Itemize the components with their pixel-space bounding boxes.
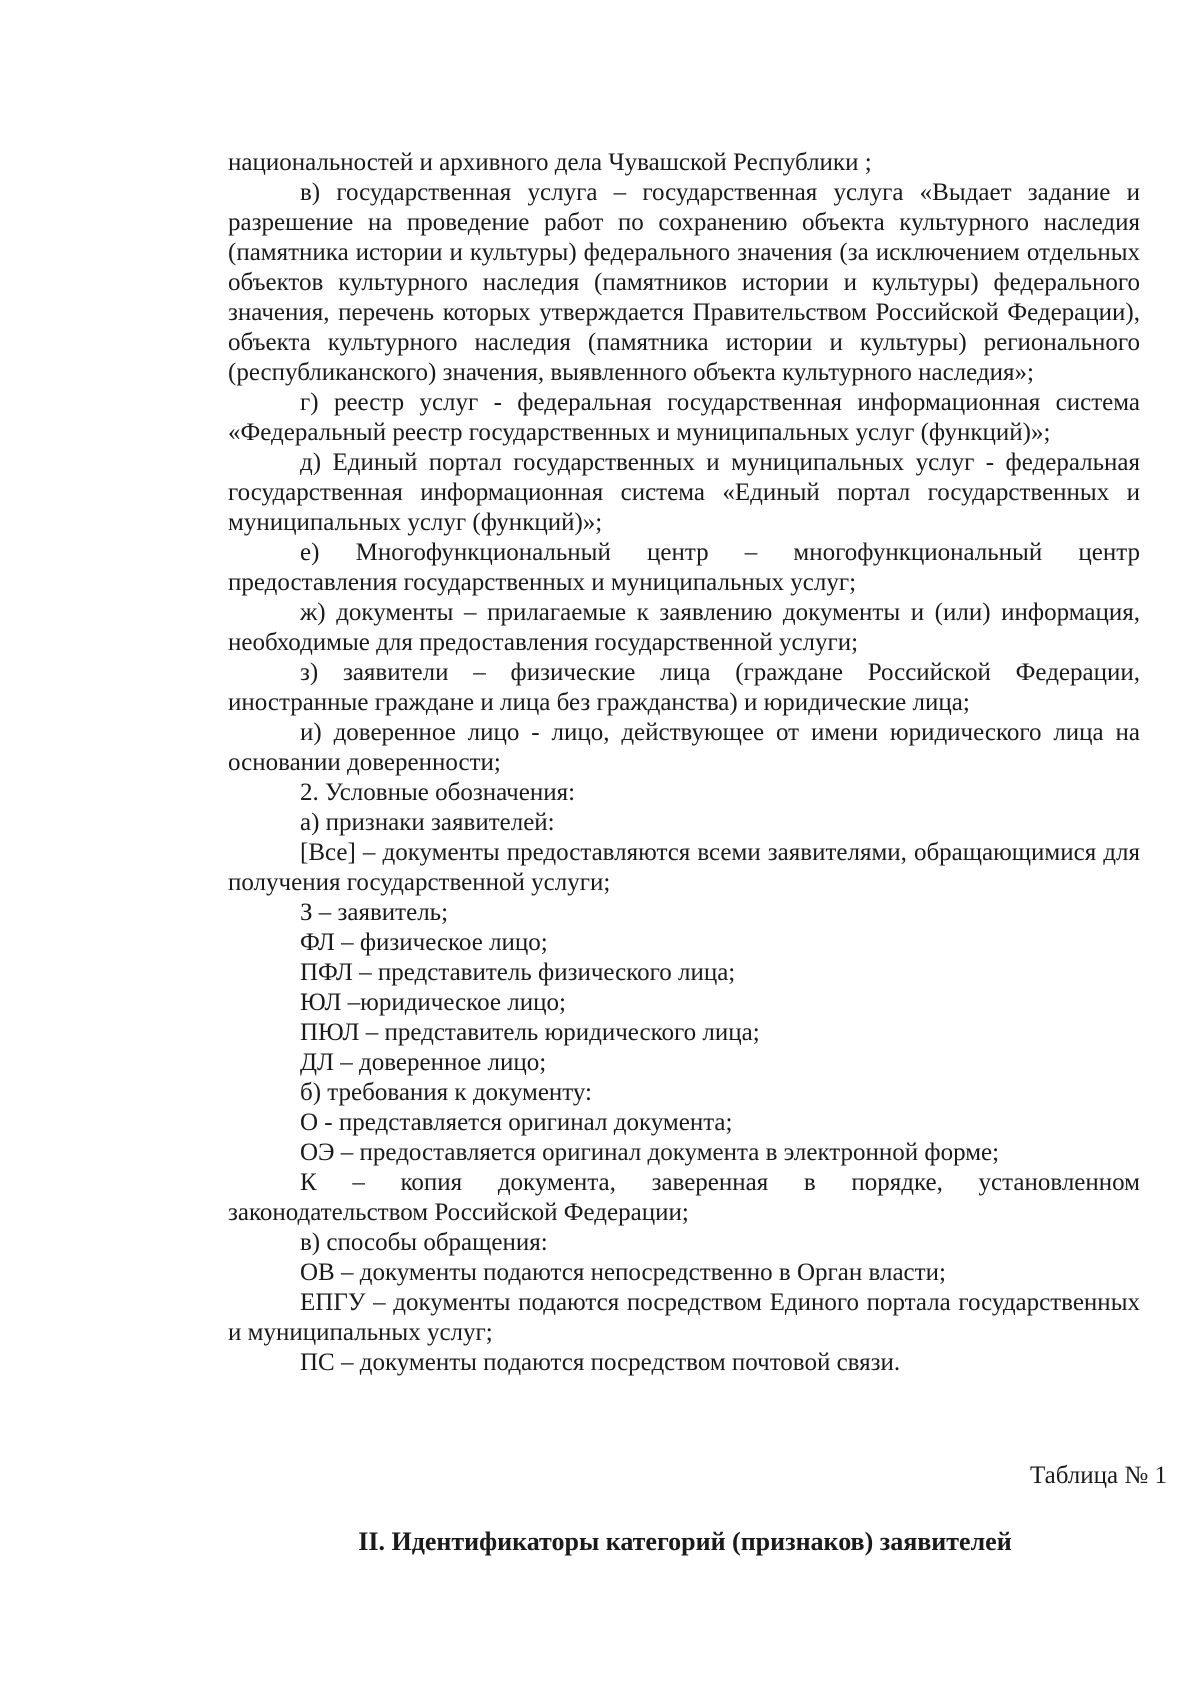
section-title: II. Идентификаторы категорий (признаков) заявителей: [358, 1527, 1012, 1556]
paragraph-5: ж) документы – прилагаемые к заявлению документы и (или) информация, необходимые для предоставления государственной услуги;: [228, 599, 1140, 656]
paragraph-18: О - представляется оригинал документа;: [300, 1109, 733, 1136]
paragraph-7: и) доверенное лицо - лицо, действующее от имени юридического лица на основании доверенности;: [228, 719, 1140, 776]
paragraph-2: г) реестр услуг - федеральная государственная информационная система «Федеральный реестр государственных и муниципальных услуг (функций)»;: [228, 389, 1140, 446]
paragraph-0: национальностей и архивного дела Чувашской Республики ;: [228, 149, 872, 176]
paragraph-15: ПЮЛ – представитель юридического лица;: [300, 1019, 760, 1046]
paragraph-3: д) Единый портал государственных и муниципальных услуг - федеральная государственная информационная система «Единый портал государственных и муниципальных услуг (функций)»;: [228, 449, 1140, 536]
paragraph-13: ПФЛ – представитель физического лица;: [300, 959, 736, 986]
paragraph-23: ЕПГУ – документы подаются посредством Единого портала государственных и муниципальных услуг;: [228, 1289, 1140, 1346]
paragraph-11: З – заявитель;: [300, 899, 449, 926]
paragraph-9: а) признаки заявителей:: [300, 809, 555, 836]
paragraph-16: ДЛ – доверенное лицо;: [300, 1049, 547, 1076]
paragraph-24: ПС – документы подаются посредством почтовой связи.: [300, 1349, 901, 1376]
paragraph-8: 2. Условные обозначения:: [300, 779, 576, 806]
paragraph-21: в) способы обращения:: [300, 1229, 548, 1256]
paragraph-14: ЮЛ –юридическое лицо;: [300, 989, 566, 1016]
paragraph-1: в) государственная услуга – государственная услуга «Выдает задание и разрешение на проведение работ по сохранению объекта культурного наследия (памятника истории и культуры) федерального значения (за исключением отдельных объектов культурного наследия (памятников истории и культуры) федерального значения, перечень которых утверждается Правительством Российской Федерации), объекта культурного наследия (памятника истории и культуры) регионального (республиканского) значения, выявленного объекта культурного наследия»;: [228, 179, 1140, 386]
paragraph-10: [Все] – документы предоставляются всеми заявителями, обращающимися для получения государственной услуги;: [228, 839, 1140, 896]
paragraph-6: з) заявители – физические лица (граждане Российской Федерации, иностранные граждане и лица без гражданства) и юридические лица;: [228, 659, 1140, 716]
paragraph-4: е) Многофункциональный центр – многофункциональный центр предоставления государственных и муниципальных услуг;: [228, 539, 1140, 596]
paragraph-22: ОВ – документы подаются непосредственно в Орган власти;: [300, 1259, 946, 1286]
table-label: Таблица № 1: [1029, 1462, 1167, 1489]
paragraph-19: ОЭ – предоставляется оригинал документа в электронной форме;: [300, 1139, 1000, 1166]
paragraph-12: ФЛ – физическое лицо;: [300, 929, 548, 956]
body-text: [228, 148, 1140, 1378]
paragraph-17: б) требования к документу:: [300, 1079, 593, 1106]
paragraph-20: К – копия документа, заверенная в порядке, установленном законодательством Российской Федерации;: [228, 1169, 1140, 1226]
